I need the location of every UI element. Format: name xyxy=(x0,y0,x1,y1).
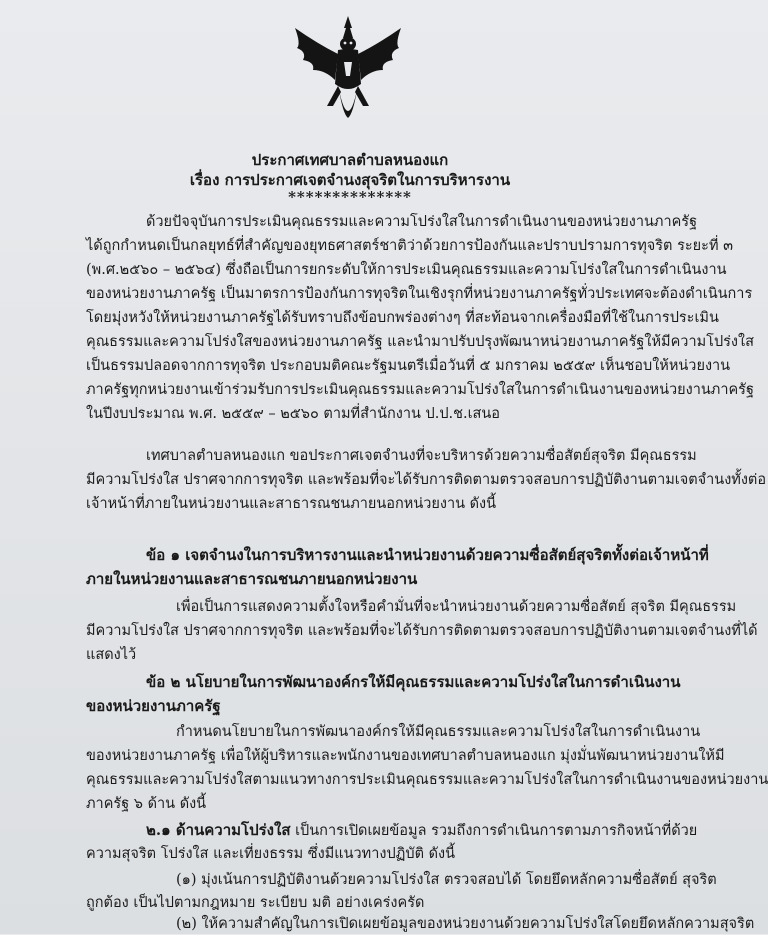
intro-line: (พ.ศ.๒๕๖๐ – ๒๕๖๔) ซึ่งถือเป็นการยกระดับให้การประเมินคุณธรรมและความโปร่งใสในการดำเนินงาน xyxy=(86,262,727,278)
announce-line: มีความโปร่งใส ปราศจากการทุจริต และพร้อมที่จะได้รับการติดตามตรวจสอบการปฏิบัติงานตามเจตจำนงทั้งต่อ xyxy=(86,472,767,488)
intro-line: เป็นธรรมปลอดจากการทุจริต ประกอบมติคณะรัฐมนตรีเมื่อวันที่ ๕ มกราคม ๒๕๕๙ เห็นชอบให้หน่วยงาน xyxy=(86,358,731,374)
section21-line: ความสุจริต โปร่งใส และเที่ยงธรรม ซึ่งมีแนวทางปฏิบัติ ดังนี้ xyxy=(86,846,456,862)
announce-line: เจ้าหน้าที่ภายในหน่วยงานและสาธารณชนภายนอกหน่วยงาน ดังนี้ xyxy=(86,496,497,512)
intro-line: ได้ถูกกำหนดเป็นกลยุทธ์ที่สำคัญของยุทธศาสตร์ชาติว่าด้วยการป้องกันและปราบปรามการทุจริต ระยะที่ ๓ xyxy=(86,238,734,254)
document-subject: เรื่อง การประกาศเจตจำนงสุจริตในการบริหารงาน xyxy=(189,171,511,189)
item1-body-line: มีความโปร่งใส ปราศจากการทุจริต และพร้อมที่จะได้รับการติดตามตรวจสอบการปฏิบัติงานตามเจตจำนงที่ได้ xyxy=(86,623,758,639)
item2-body-line: ภาครัฐ ๖ ด้าน ดังนี้ xyxy=(86,796,207,812)
section21-heading: ๒.๑ ด้านความโปร่งใส xyxy=(146,821,291,839)
item2-body-line: คุณธรรมและความโปร่งใสตามแนวทางการประเมินคุณธรรมและความโปร่งใสในการดำเนินงานของหน่วยงาน xyxy=(86,772,768,788)
intro-line: ภาครัฐทุกหน่วยงานเข้าร่วมรับการประเมินคุณธรรมและความโปร่งใสในการดำเนินงานของหน่วยงานภาครัฐ xyxy=(86,382,754,398)
section21-line xyxy=(146,820,697,842)
item1-body-line: แสดงไว้ xyxy=(86,647,137,663)
item2-body-line: กำหนดนโยบายในการพัฒนาองค์กรให้มีคุณธรรมและความโปร่งใสในการดำเนินงาน xyxy=(176,724,701,740)
garuda-emblem-icon xyxy=(283,14,413,132)
section21-sub2-line: (๒) ให้ความสำคัญในการเปิดเผยข้อมูลของหน่วยงานด้วยความโปร่งใสโดยยึดหลักความสุจริต xyxy=(176,916,755,932)
announce-line: เทศบาลตำบลหนองแก ขอประกาศเจตจำนงที่จะบริหารด้วยความซื่อสัตย์สุจริต มีคุณธรรม xyxy=(146,448,697,464)
intro-line: ของหน่วยงานภาครัฐ เป็นมาตรการป้องกันการทุจริตในเชิงรุกที่หน่วยงานภาครัฐทั่วประเทศจะต้องดำเนินการ xyxy=(86,286,753,302)
item2-body-line: ของหน่วยงานภาครัฐ เพื่อให้ผู้บริหารและพนักงานของเทศบาลตำบลหนองแก มุ่งมั่นพัฒนาหน่วยงานให้มี xyxy=(86,748,725,764)
item2-heading: ของหน่วยงานภาครัฐ xyxy=(86,697,221,715)
intro-line: โดยมุ่งหวังให้หน่วยงานภาครัฐได้รับทราบถึงข้อบกพร่องต่างๆ ที่สะท้อนจากเครื่องมือที่ใช้ในการประเมิน xyxy=(86,310,719,326)
intro-line: ในปีงบประมาณ พ.ศ. ๒๕๕๙ – ๒๕๖๐ ตามที่สำนักงาน ป.ป.ช.เสนอ xyxy=(86,406,501,422)
title-divider: ************** xyxy=(288,188,412,206)
section21-sub1-line: (๑) มุ่งเน้นการปฏิบัติงานด้วยความโปร่งใส ตรวจสอบได้ โดยยึดหลักความซื่อสัตย์ สุจริต xyxy=(176,872,717,888)
item1-heading: ภายในหน่วยงานและสาธารณชนภายนอกหน่วยงาน xyxy=(86,570,418,588)
intro-line: คุณธรรมและความโปร่งใสของหน่วยงานภาครัฐ และนำมาปรับปรุงพัฒนาหน่วยงานภาครัฐให้มีความโปร่งใส xyxy=(86,334,754,350)
section21-heading-rest: เป็นการเปิดเผยข้อมูล รวมถึงการดำเนินการตามภารกิจหน้าที่ด้วย xyxy=(290,823,698,839)
document-title: ประกาศเทศบาลตำบลหนองแก xyxy=(251,151,449,169)
item2-heading: ข้อ ๒ นโยบายในการพัฒนาองค์กรให้มีคุณธรรมและความโปร่งใสในการดำเนินงาน xyxy=(146,673,681,691)
item1-body-line: เพื่อเป็นการแสดงความตั้งใจหรือคำมั่นที่จะนำหน่วยงานด้วยความซื่อสัตย์ สุจริต มีคุณธรรม xyxy=(176,599,737,615)
intro-line: ด้วยปัจจุบันการประเมินคุณธรรมและความโปร่งใสในการดำเนินงานของหน่วยงานภาครัฐ xyxy=(146,214,698,230)
item1-heading: ข้อ ๑ เจตจำนงในการบริหารงานและนำหน่วยงานด้วยความซื่อสัตย์สุจริตทั้งต่อเจ้าหน้าที่ xyxy=(146,546,709,564)
section21-sub1-line: ถูกต้อง เป็นไปตามกฎหมาย ระเบียบ มติ อย่างเคร่งครัด xyxy=(86,895,425,911)
